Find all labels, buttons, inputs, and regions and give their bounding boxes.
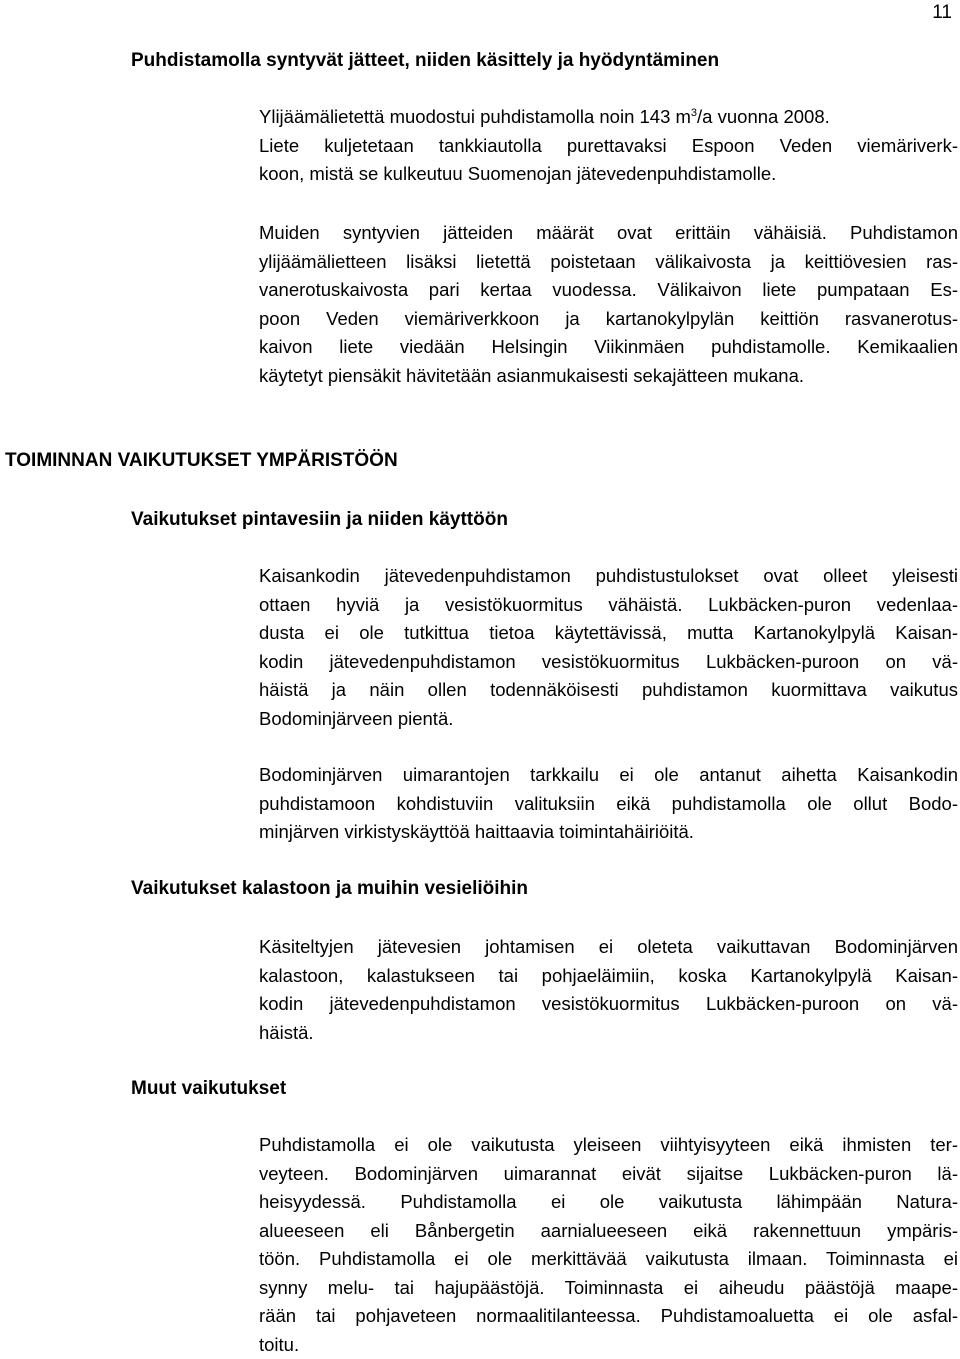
paragraph-line: häistä ja näin ollen todennäköisesti puhdistamon kuormittava vaikutus bbox=[259, 676, 958, 705]
paragraph-line: minjärven virkistyskäyttöä haittaavia toimintahäiriöitä. bbox=[259, 818, 958, 847]
paragraph-line: veyteen. Bodominjärven uimarannat eivät sijaitse Lukbäcken-puron lä- bbox=[259, 1160, 958, 1189]
paragraph-line: Bodominjärven uimarantojen tarkkailu ei ole antanut aihetta Kaisankodin bbox=[259, 761, 958, 790]
paragraph-line: Muiden syntyvien jätteiden määrät ovat erittäin vähäisiä. Puhdistamon bbox=[259, 219, 958, 248]
paragraph-line: synny melu- tai hajupäästöjä. Toiminnasta ei aiheudu päästöjä maape- bbox=[259, 1274, 958, 1303]
paragraph-line: kalastoon, kalastukseen tai pohjaeläimiin, koska Kartanokylpylä Kaisan- bbox=[259, 962, 958, 991]
waste-section-heading: Puhdistamolla syntyvät jätteet, niiden käsittely ja hyödyntäminen bbox=[131, 47, 719, 75]
paragraph-line: kodin jätevedenpuhdistamon vesistökuormitus Lukbäcken-puroon on vä- bbox=[259, 648, 958, 677]
paragraph-line: Bodominjärveen pientä. bbox=[259, 705, 958, 734]
main-section-heading: TOIMINNAN VAIKUTUKSET YMPÄRISTÖÖN bbox=[5, 447, 398, 475]
fish-paragraph bbox=[259, 933, 958, 1047]
other-waste-paragraph bbox=[259, 219, 958, 390]
surface-water-paragraph bbox=[259, 562, 958, 733]
sludge-paragraph bbox=[259, 103, 958, 189]
surface-water-heading: Vaikutukset pintavesiin ja niiden käyttöön bbox=[131, 506, 508, 534]
paragraph-line: alueeseen eli Bånbergetin aarnialueeseen eikä rakennettuun ympäris- bbox=[259, 1217, 958, 1246]
paragraph-line: heisyydessä. Puhdistamolla ei ole vaikutusta lähimpään Natura- bbox=[259, 1188, 958, 1217]
paragraph-line: häistä. bbox=[259, 1019, 958, 1048]
paragraph-line: koon, mistä se kulkeutuu Suomenojan jätevedenpuhdistamolle. bbox=[259, 160, 958, 189]
paragraph-line: toitu. bbox=[259, 1331, 958, 1359]
page-number: 11 bbox=[932, 2, 952, 24]
paragraph-line: Kaisankodin jätevedenpuhdistamon puhdistustulokset ovat olleet yleisesti bbox=[259, 562, 958, 591]
paragraph-line: vanerotuskaivosta pari kertaa vuodessa. Välikaivon liete pumpataan Es- bbox=[259, 276, 958, 305]
paragraph-line: poon Veden viemäriverkkoon ja kartanokylpylän keittiön rasvanerotus- bbox=[259, 305, 958, 334]
paragraph-line: Puhdistamolla ei ole vaikutusta yleiseen viihtyisyyteen eikä ihmisten ter- bbox=[259, 1131, 958, 1160]
paragraph-line: dusta ei ole tutkittua tietoa käytettävissä, mutta Kartanokylpylä Kaisan- bbox=[259, 619, 958, 648]
superscript: 3 bbox=[691, 107, 697, 119]
paragraph-line: ottaen hyviä ja vesistökuormitus vähäistä. Lukbäcken-puron vedenlaa- bbox=[259, 591, 958, 620]
paragraph-line: Käsiteltyjen jätevesien johtamisen ei oleteta vaikuttavan Bodominjärven bbox=[259, 933, 958, 962]
paragraph-line: ylijäämälietteen lisäksi lietettä poistetaan välikaivosta ja keittiövesien ras- bbox=[259, 248, 958, 277]
fish-heading: Vaikutukset kalastoon ja muihin vesieliöihin bbox=[131, 875, 528, 903]
other-effects-heading: Muut vaikutukset bbox=[131, 1075, 286, 1103]
other-effects-paragraph bbox=[259, 1131, 958, 1359]
paragraph-line: kaivon liete viedään Helsingin Viikinmäen puhdistamolle. Kemikaalien bbox=[259, 333, 958, 362]
paragraph-line: rään tai pohjaveteen normaalitilanteessa. Puhdistamoaluetta ei ole asfal- bbox=[259, 1302, 958, 1331]
paragraph-line: Ylijäämälietettä muodostui puhdistamolla noin 143 $m^3/a$ vuonna 2008. bbox=[259, 103, 958, 132]
paragraph-line: kodin jätevedenpuhdistamon vesistökuormitus Lukbäcken-puroon on vä- bbox=[259, 990, 958, 1019]
paragraph-line: Liete kuljetetaan tankkiautolla purettavaksi Espoon Veden viemäriverk- bbox=[259, 132, 958, 161]
paragraph-line: puhdistamoon kohdistuviin valituksiin eikä puhdistamolla ole ollut Bodo- bbox=[259, 790, 958, 819]
beach-monitoring-paragraph bbox=[259, 761, 958, 847]
paragraph-line: käytetyt piensäkit hävitetään asianmukaisesti sekajätteen mukana. bbox=[259, 362, 958, 391]
paragraph-line: töön. Puhdistamolla ei ole merkittävää vaikutusta ilmaan. Toiminnasta ei bbox=[259, 1245, 958, 1274]
